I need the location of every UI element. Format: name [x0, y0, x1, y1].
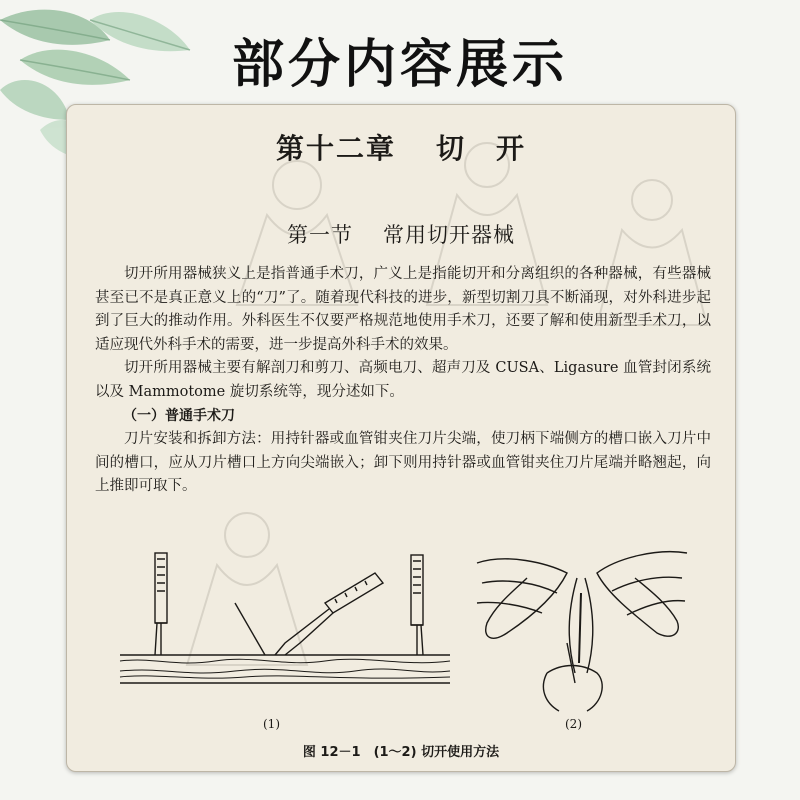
paragraph: 刀片安装和拆卸方法：用持针器或血管钳夹住刀片尖端，使刀柄下端侧方的槽口嵌入刀片中间的槽口，应从刀片槽口上方向尖端嵌入；卸下则用持针器或血管钳夹住刀片尾端并略翘起，向上推即可取下。: [95, 431, 711, 495]
section-number: 第一节: [287, 223, 353, 247]
figure-sub-label-2: (2): [565, 717, 582, 731]
chapter-name: 切 开: [436, 132, 527, 165]
figure-sub-label-1: (1): [263, 717, 280, 731]
section-name: 常用切开器械: [383, 223, 515, 247]
body-text: [95, 263, 711, 499]
paragraph: 切开所用器械主要有解剖刀和剪刀、高频电刀、超声刀及 CUSA、Ligasure 血管封闭系统以及 Mammotome 旋切系统等，现分述如下。: [95, 360, 711, 400]
chapter-number: 第十二章: [275, 132, 396, 165]
section-title: [67, 219, 735, 249]
paragraph: 切开所用器械狭义上是指普通手术刀，广义上是指能切开和分离组织的各种器械，有些器械甚至已不是真正意义上的“刀”了。随着现代科技的进步，新型切割刀具不断涌现，对外科进步起到了巨大的推动作用。外科医生不仅要严格规范地使用手术刀，还要了解和使用新型手术刀，以适应现代外科手术的需要，进一步提高外科手术的效果。: [95, 266, 711, 353]
book-page: [66, 104, 736, 772]
figure-caption: 图 12－1 (1～2) 切开使用方法: [302, 745, 500, 760]
hand-illustration-figure: [467, 523, 697, 713]
subheading: （一）普通手术刀: [123, 407, 235, 424]
scalpel-blade-figure: [115, 543, 455, 693]
chapter-title: [67, 127, 735, 167]
banner-title: 部分内容展示: [231, 35, 568, 95]
